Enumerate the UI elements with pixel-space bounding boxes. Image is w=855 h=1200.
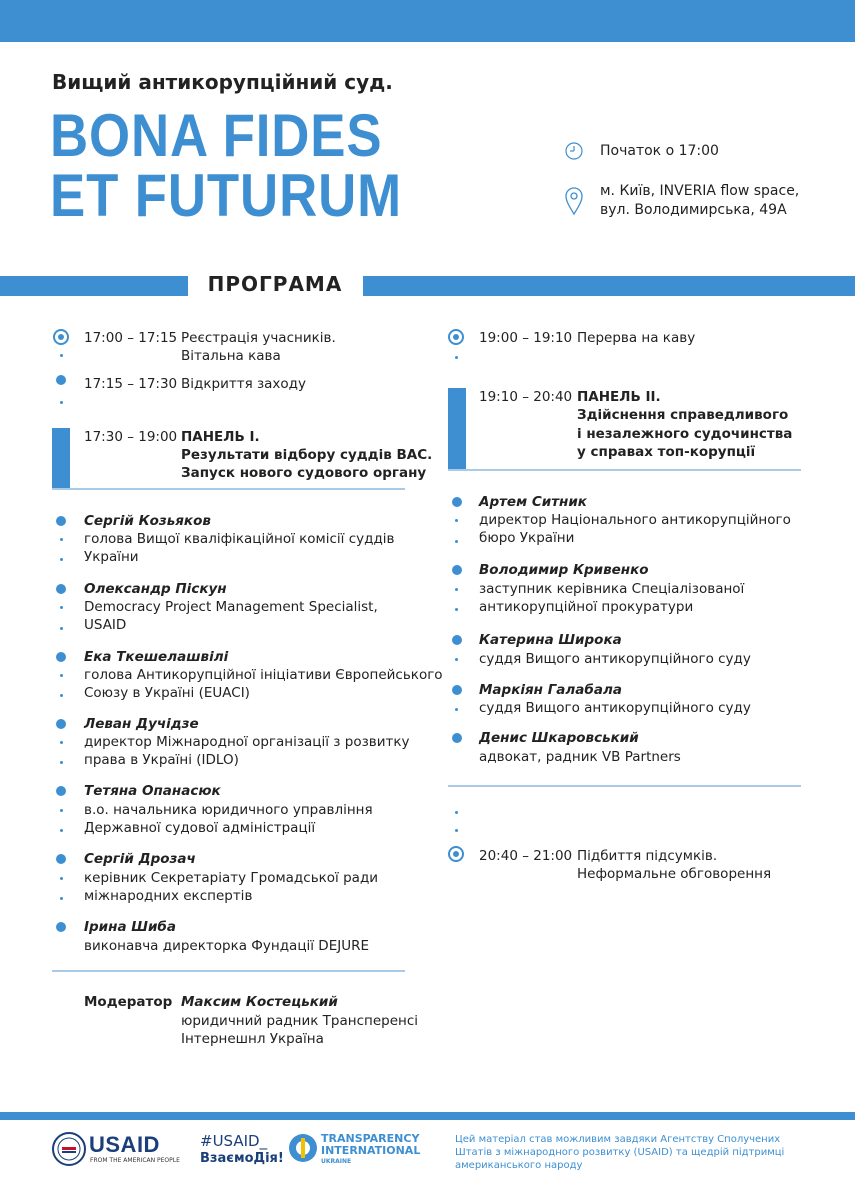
- ti-line-2: INTERNATIONAL: [321, 1144, 421, 1157]
- speaker-role-line-1: виконавча директорка Фундації DEJURE: [84, 938, 370, 954]
- panel-subtitle-line-1: Результати відбору суддів ВАС.: [181, 447, 433, 463]
- speaker-role-line-1: в.о. начальника юридичного управління: [84, 802, 373, 818]
- panel-subtitle-line-2: Запуск нового судового органу: [181, 465, 427, 481]
- usaid-tagline: FROM THE AMERICAN PEOPLE: [90, 1157, 180, 1164]
- section-bar-right: [363, 276, 855, 296]
- timeline-dot: [60, 829, 63, 832]
- address-line-2: вул. Володимирська, 49А: [600, 202, 787, 218]
- speaker-dot: [56, 516, 66, 526]
- panel-time: 17:30 – 19:00: [84, 429, 178, 445]
- speaker-name: Олександр Піскун: [84, 581, 227, 597]
- panel-subtitle-line-1: Здійснення справедливого: [577, 407, 789, 423]
- address-line-1: м. Київ, INVERIA flow space,: [600, 183, 800, 199]
- speaker-name: Ека Ткешелашвілі: [84, 649, 229, 665]
- timeline-dot: [60, 538, 63, 541]
- title-line-1: BONA FIDES: [50, 102, 383, 169]
- speaker-name: Сергій Дрозач: [84, 851, 196, 867]
- break-time: 19:00 – 19:10: [479, 330, 573, 346]
- agenda-item-line-2: Вітальна кава: [181, 348, 281, 364]
- speaker-role-line-1: Democracy Project Management Specialist,: [84, 599, 378, 615]
- location-pin-icon: [564, 186, 584, 216]
- speaker-name: Маркіян Галабала: [479, 682, 622, 698]
- speaker-role-line-1: суддя Вищого антикорупційного суду: [479, 651, 751, 667]
- section-title: ПРОГРАМА: [207, 272, 343, 296]
- timeline-dot: [455, 708, 458, 711]
- moderator-label: Модератор: [84, 994, 173, 1010]
- timeline-dot: [455, 658, 458, 661]
- timeline-ring-icon: [448, 329, 464, 345]
- speaker-role-line-2: USAID: [84, 617, 127, 633]
- speaker-name: Катерина Широка: [479, 632, 622, 648]
- top-bar: [0, 0, 855, 42]
- timeline-dot: [60, 694, 63, 697]
- timeline-dot: [60, 627, 63, 630]
- speaker-role-line-1: адвокат, радник VB Partners: [479, 749, 681, 765]
- closing-time: 20:40 – 21:00: [479, 848, 573, 864]
- panel-subtitle-line-3: у справах топ-корупції: [577, 444, 756, 460]
- agenda-item-line-1: Реєстрація учасників.: [181, 330, 336, 346]
- panel-title: ПАНЕЛЬ I.: [181, 429, 260, 445]
- divider: [448, 469, 801, 471]
- time-slot: 17:00 – 17:15: [84, 330, 178, 346]
- divider: [52, 970, 405, 972]
- divider: [448, 785, 801, 787]
- timeline-ring-icon: [448, 846, 464, 862]
- panel-marker: [448, 388, 466, 470]
- panel-time: 19:10 – 20:40: [479, 389, 573, 405]
- speaker-name: Ірина Шиба: [84, 919, 176, 935]
- start-time: Початок о 17:00: [600, 143, 719, 159]
- speaker-role-line-2: України: [84, 549, 139, 565]
- speaker-role-line-1: голова Антикорупційної ініціативи Європейського: [84, 667, 443, 683]
- speaker-dot: [452, 565, 462, 575]
- section-bar-left: [0, 276, 188, 296]
- timeline-dot: [455, 811, 458, 814]
- speaker-dot: [56, 584, 66, 594]
- timeline-dot: [455, 540, 458, 543]
- agenda-item-line-1: Відкриття заходу: [181, 376, 307, 392]
- speaker-dot: [452, 635, 462, 645]
- break-label: Перерва на каву: [577, 330, 696, 346]
- speaker-dot: [56, 854, 66, 864]
- timeline-dot: [60, 897, 63, 900]
- ti-line-1: TRANSPARENCY: [321, 1132, 420, 1145]
- header-subtitle: Вищий антикорупційний суд.: [52, 70, 393, 94]
- speaker-role-line-2: антикорупційної прокуратури: [479, 599, 694, 615]
- speaker-dot: [452, 685, 462, 695]
- panel-title: ПАНЕЛЬ II.: [577, 389, 661, 405]
- timeline-dot: [60, 809, 63, 812]
- hashtag-line-1: #USAID_: [200, 1132, 268, 1150]
- usaid-logo: USAID: [89, 1132, 160, 1157]
- moderator-name: Максим Костецький: [181, 994, 338, 1010]
- footer-note-line-1: Цей матеріал став можливим завдяки Агентству Сполучених: [455, 1134, 781, 1145]
- timeline-dot: [60, 877, 63, 880]
- clock-icon: [564, 141, 584, 161]
- timeline-dot: [60, 741, 63, 744]
- panel-subtitle-line-2: і незалежного судочинства: [577, 426, 793, 442]
- timeline-dot: [455, 829, 458, 832]
- timeline-dot: [455, 588, 458, 591]
- speaker-name: Володимир Кривенко: [479, 562, 649, 578]
- speaker-dot: [56, 652, 66, 662]
- timeline-ring-icon: [53, 329, 69, 345]
- speaker-role-line-1: заступник керівника Спеціалізованої: [479, 581, 745, 597]
- speaker-name: Денис Шкаровський: [479, 730, 639, 746]
- timeline-dot: [60, 354, 63, 357]
- timeline-dot: [56, 375, 66, 385]
- speaker-name: Артем Ситник: [479, 494, 587, 510]
- time-slot: 17:15 – 17:30: [84, 376, 178, 392]
- closing-line-1: Підбиття підсумків.: [577, 848, 718, 864]
- timeline-dot: [455, 608, 458, 611]
- timeline-dot: [60, 674, 63, 677]
- speaker-role-line-2: міжнародних експертів: [84, 888, 253, 904]
- speaker-role-line-2: Союзу в Україні (EUACI): [84, 685, 250, 701]
- timeline-dot: [60, 761, 63, 764]
- speaker-role-line-1: голова Вищої кваліфікаційної комісії суддів: [84, 531, 395, 547]
- speaker-role-line-2: Державної судової адміністрації: [84, 820, 316, 836]
- speaker-dot: [56, 922, 66, 932]
- ti-line-3: UKRAINE: [321, 1158, 352, 1165]
- panel-marker: [52, 428, 70, 489]
- speaker-dot: [56, 719, 66, 729]
- speaker-name: Сергій Козьяков: [84, 513, 211, 529]
- speaker-name: Леван Дучідзе: [84, 716, 199, 732]
- speaker-role-line-1: керівник Секретаріату Громадської ради: [84, 870, 379, 886]
- footer-bar: [0, 1112, 855, 1120]
- speaker-role-line-2: бюро України: [479, 530, 575, 546]
- timeline-dot: [60, 606, 63, 609]
- speaker-role-line-1: директор Національного антикорупційного: [479, 512, 791, 528]
- divider: [52, 488, 405, 490]
- speaker-dot: [452, 733, 462, 743]
- timeline-dot: [455, 356, 458, 359]
- speaker-dot: [452, 497, 462, 507]
- moderator-role-line-1: юридичний радник Трансперенсі: [181, 1013, 419, 1029]
- moderator-role-line-2: Інтернешнл Україна: [181, 1031, 324, 1047]
- footer-note-line-2: Штатів з міжнародного розвитку (USAID) та щедрій підтримці: [455, 1147, 785, 1158]
- speaker-role-line-1: директор Міжнародної організації з розвитку: [84, 734, 410, 750]
- title-line-2: ET FUTURUM: [50, 162, 402, 229]
- hashtag-line-2: ВзаємоДія!: [200, 1151, 284, 1166]
- timeline-dot: [60, 401, 63, 404]
- footer-note-line-3: американського народу: [455, 1160, 583, 1171]
- speaker-role-line-2: права в Україні (IDLO): [84, 752, 239, 768]
- speaker-name: Тетяна Опанасюк: [84, 783, 221, 799]
- transparency-international-icon: [288, 1133, 318, 1163]
- timeline-dot: [60, 558, 63, 561]
- closing-line-2: Неформальне обговорення: [577, 866, 772, 882]
- speaker-dot: [56, 786, 66, 796]
- usaid-seal-icon: [52, 1132, 86, 1166]
- timeline-dot: [455, 519, 458, 522]
- speaker-role-line-1: суддя Вищого антикорупційного суду: [479, 700, 751, 716]
